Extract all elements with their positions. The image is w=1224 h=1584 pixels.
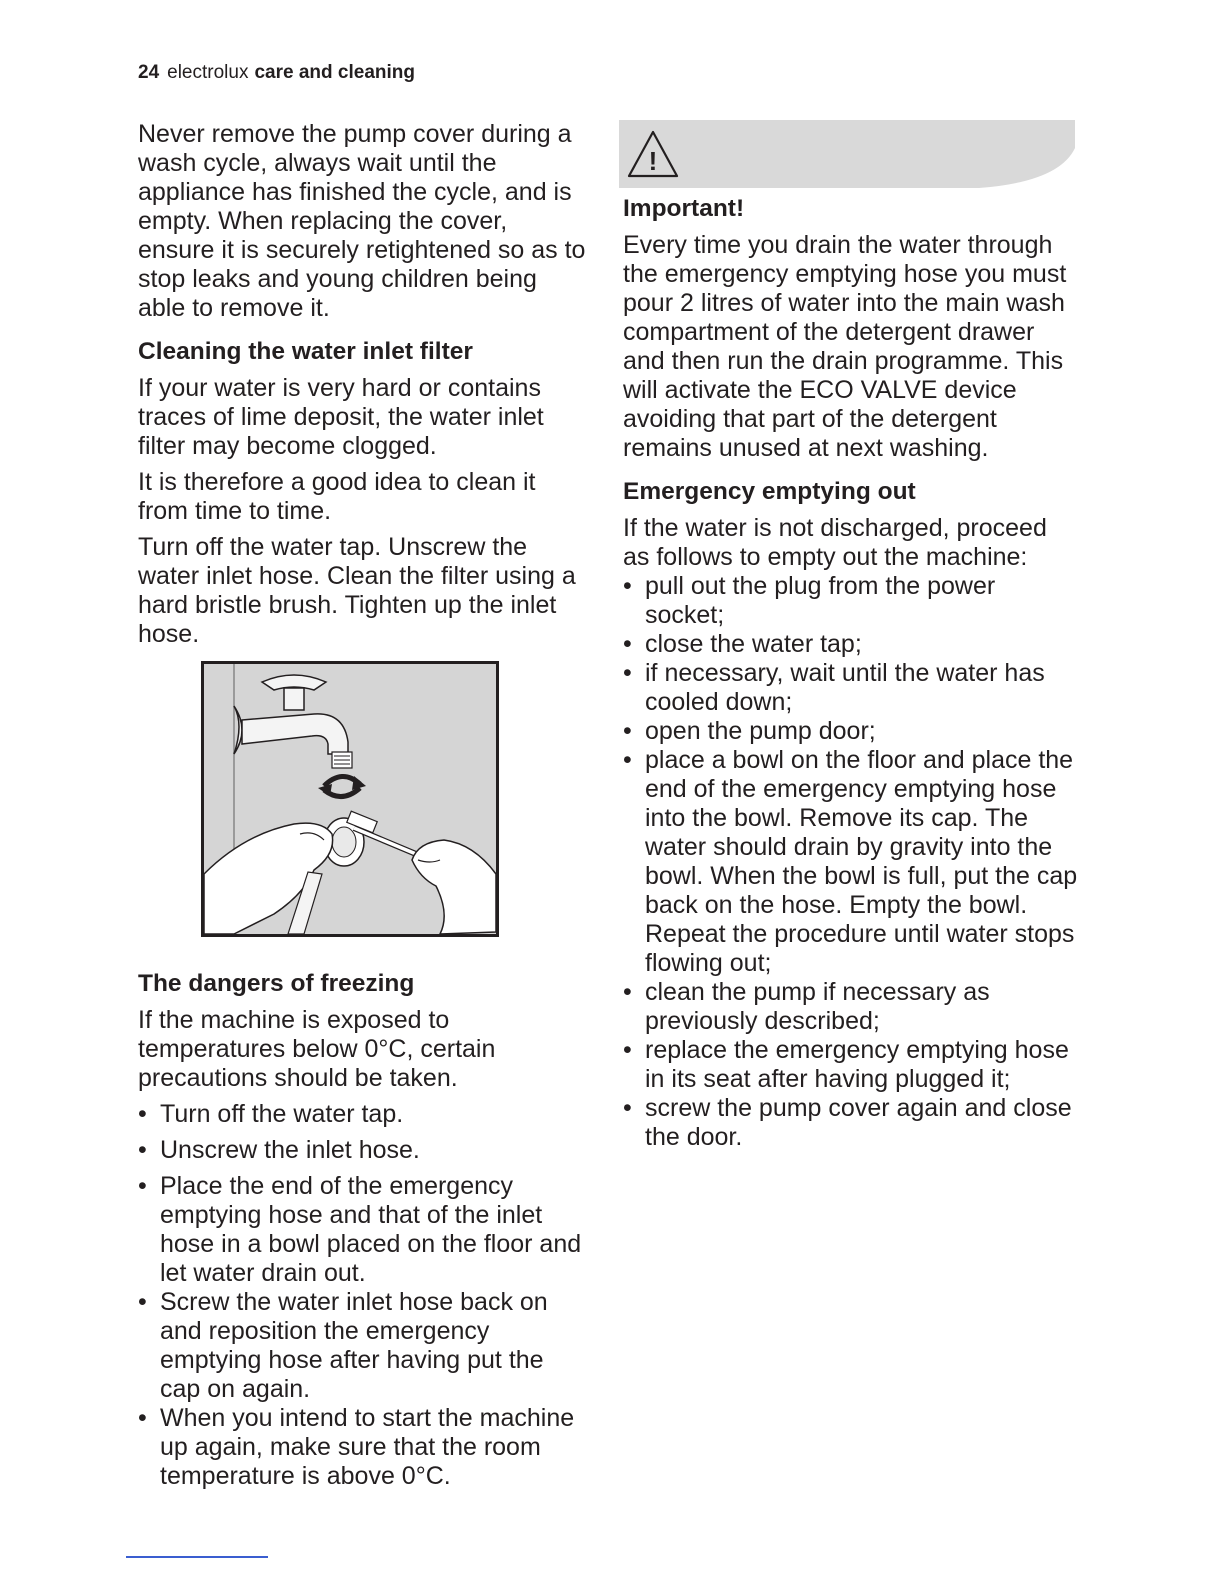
emergency-heading: Emergency emptying out [623,478,916,505]
left-column [138,120,588,1491]
warning-symbol: ! [648,146,658,176]
list-item: • Place the end of the emergency emptying hose and that of the inlet hose in a bowl placed on the floor and let water drain out. [138,1172,588,1288]
section-title: care and cleaning [254,62,415,83]
list-item: • replace the emergency emptying hose in its seat after having plugged it; [623,1036,1078,1094]
intro-paragraph: Never remove the pump cover during a wash cycle, always wait until the appliance has finished the cycle, and is empty. When replacing the cover, ensure it is securely retightened so as to stop leaks and young children being able to remove it. [138,120,586,322]
list-item: • pull out the plug from the power socket; [623,572,1078,630]
filter-cleaning-illustration [201,661,499,937]
right-column [623,120,1078,1152]
filter-heading: Cleaning the water inlet filter [138,338,473,365]
page-number: 24 [138,62,160,83]
list-item: • Unscrew the inlet hose. [138,1136,588,1165]
important-paragraph: Every time you drain the water through the emergency emptying hose you must pour 2 litres of water into the main wash compartment of the detergent drawer and then run the drain programme. This will activate the ECO VALVE device avoiding that part of the detergent remains unused at next washing. [623,231,1067,462]
list-item: • close the water tap; [623,630,1078,659]
footer-divider [126,1556,268,1558]
freezing-paragraph: If the machine is exposed to temperatures below 0°C, certain precautions should be taken. [138,1006,496,1092]
important-heading: Important! [623,195,745,222]
list-item: • screw the pump cover again and close the door. [623,1094,1078,1152]
emergency-list [623,572,1078,1152]
brand-name: electrolux [167,62,249,83]
page-header [138,60,415,86]
illustration-svg [204,664,496,934]
warning-banner [619,120,1075,188]
freezing-list [138,1100,588,1491]
filter-paragraph-2: It is therefore a good idea to clean it from time to time. [138,468,536,525]
banner-svg [619,120,1075,188]
list-item: • clean the pump if necessary as previously described; [623,978,1078,1036]
list-item: • open the pump door; [623,717,1078,746]
emergency-intro: If the water is not discharged, proceed as follows to empty out the machine: [623,514,1047,571]
list-item: • place a bowl on the floor and place the end of the emergency emptying hose into the bowl. Remove its cap. The water should drain by gravity into the bowl. When the bowl is full, put the cap back on the hose. Empty the bowl. Repeat the procedure until water stops flowing out; [623,746,1078,978]
list-item: • if necessary, wait until the water has cooled down; [623,659,1078,717]
freezing-heading: The dangers of freezing [138,970,415,997]
filter-paragraph-3: Turn off the water tap. Unscrew the water inlet hose. Clean the filter using a hard bristle brush. Tighten up the inlet hose. [138,533,576,648]
list-item: • When you intend to start the machine up again, make sure that the room temperature is above 0°C. [138,1404,588,1491]
list-item: • Screw the water inlet hose back on and reposition the emergency emptying hose after having put the cap on again. [138,1288,588,1404]
filter-paragraph-1: If your water is very hard or contains traces of lime deposit, the water inlet filter may become clogged. [138,374,544,460]
list-item: • Turn off the water tap. [138,1100,588,1129]
